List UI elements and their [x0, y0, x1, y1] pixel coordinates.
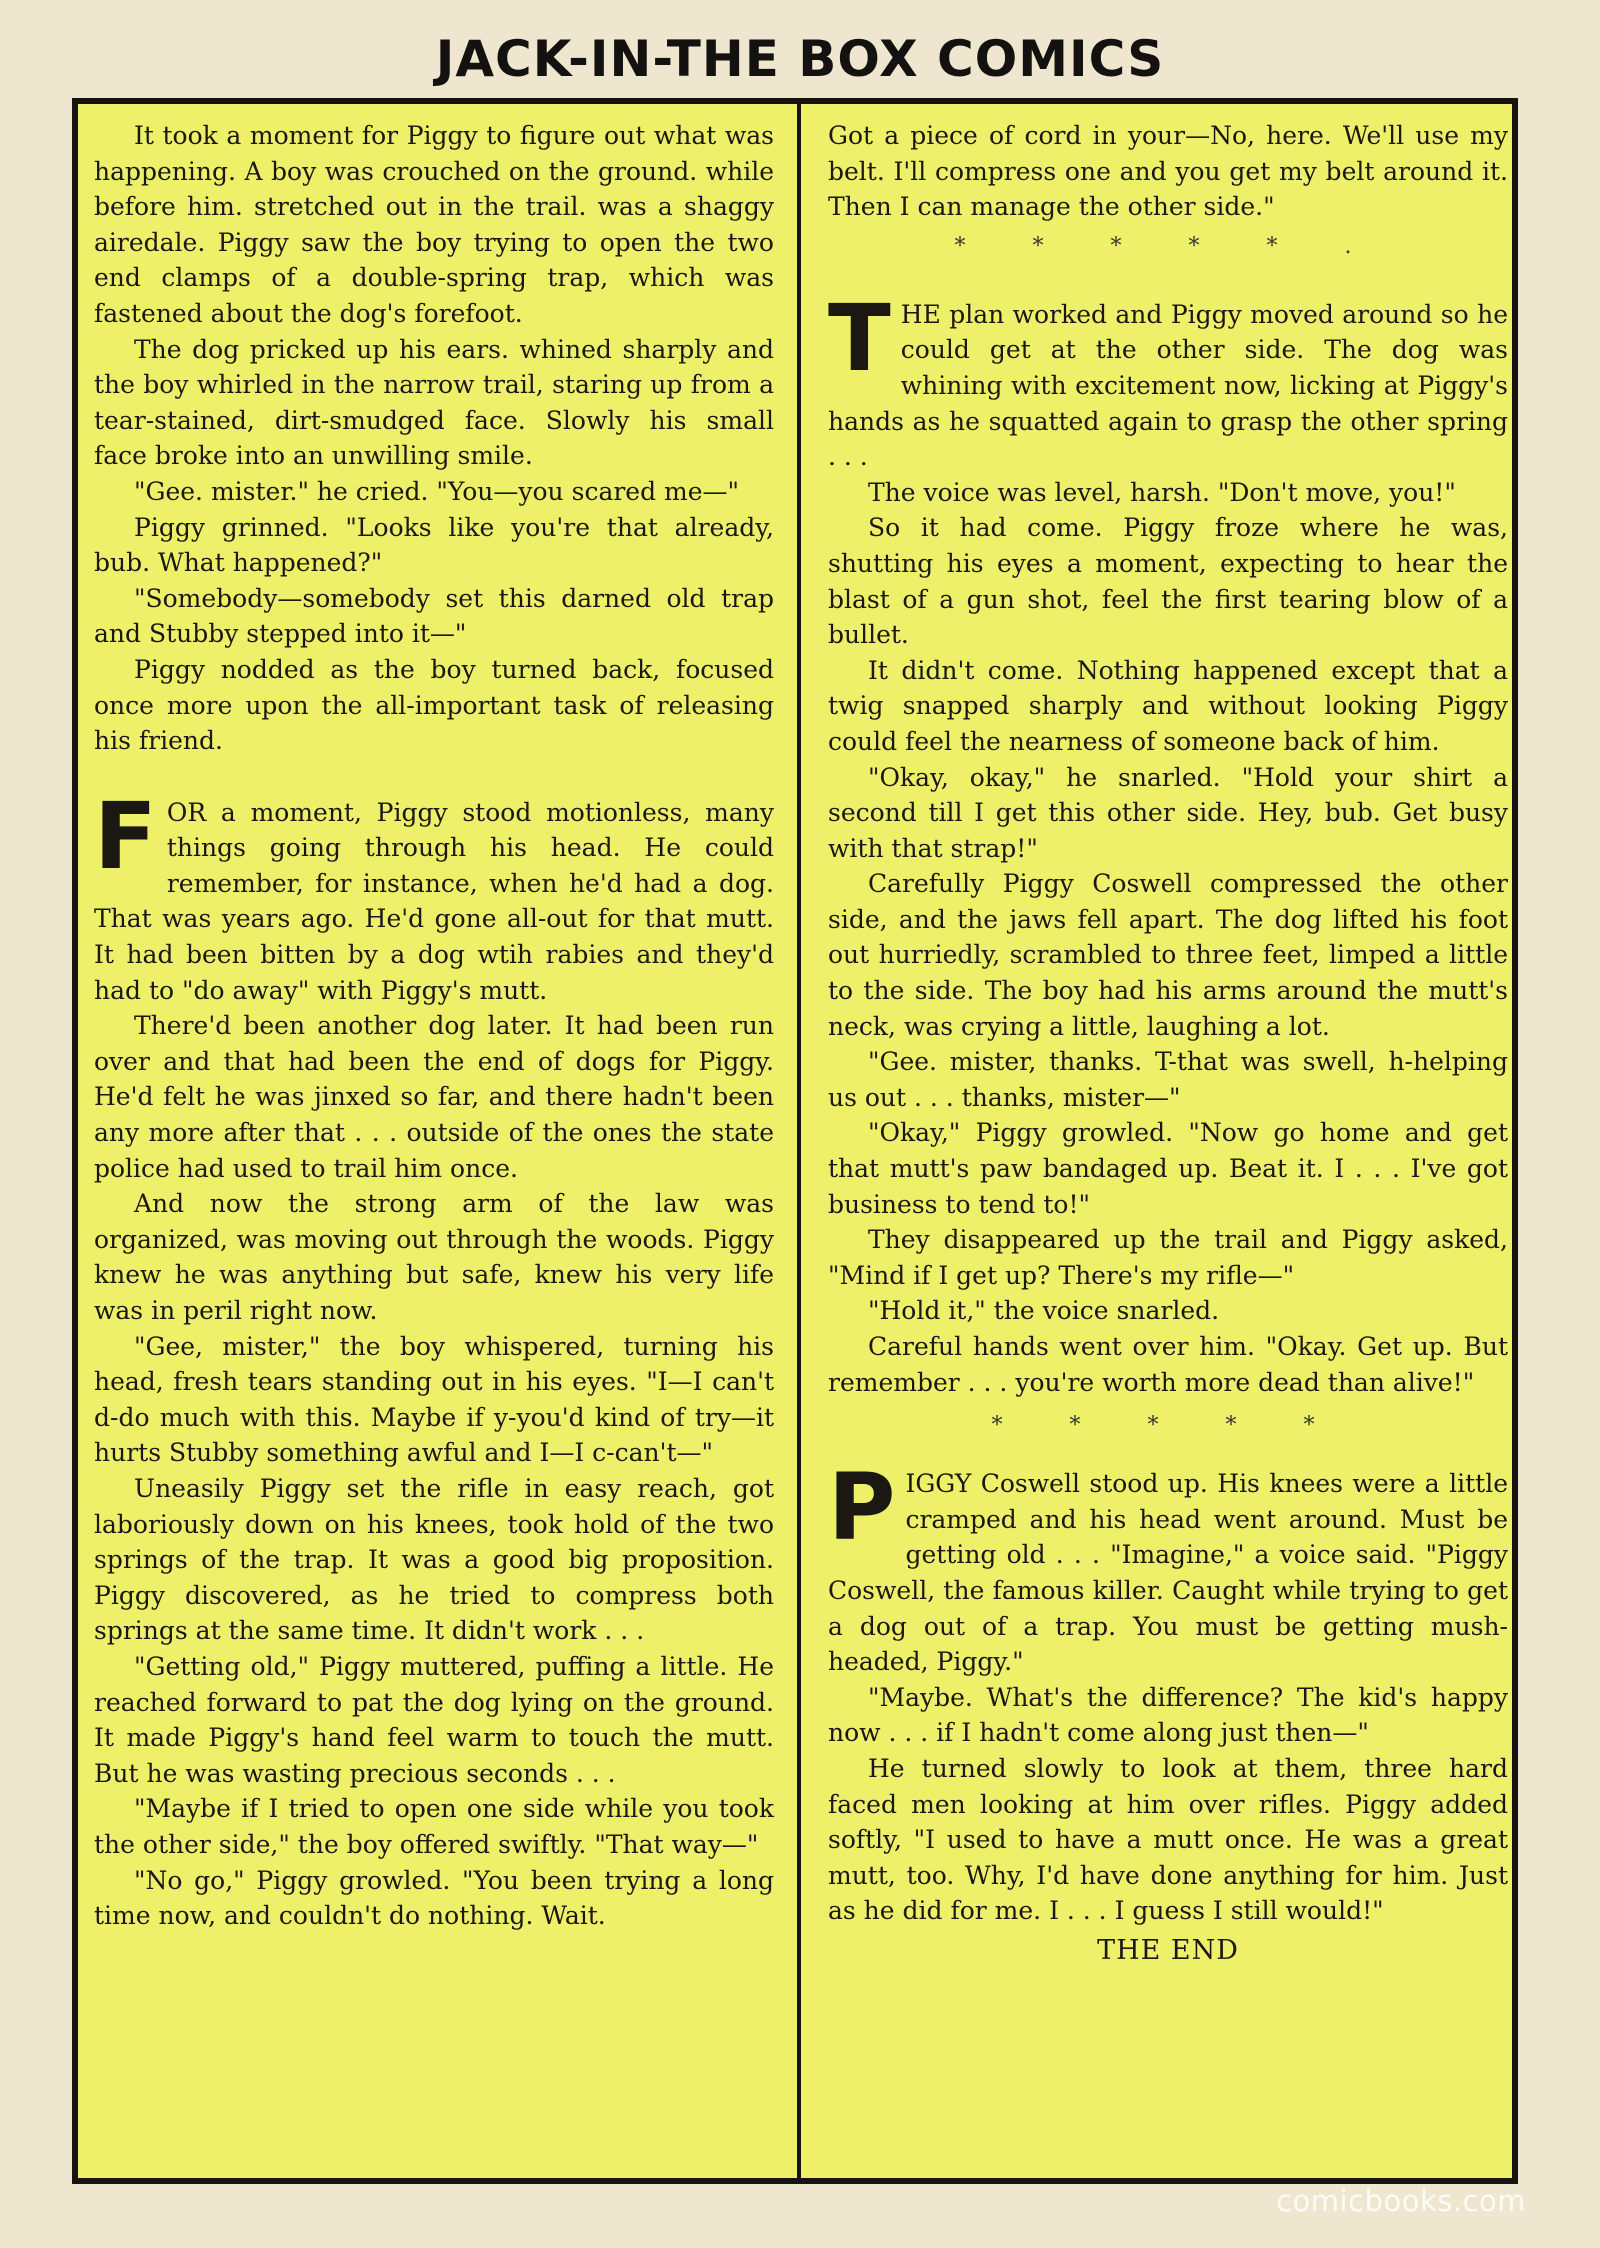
- paragraph: Careful hands went over him. "Okay. Get up. But remember . . . you're worth more dead than alive!": [828, 1332, 1508, 1397]
- paragraph: "Maybe. What's the difference? The kid's happy now . . . if I hadn't come along just then—": [828, 1682, 1508, 1748]
- drop-cap: P: [828, 1454, 896, 1562]
- right-column: [828, 118, 1508, 1966]
- the-end: THE END: [1097, 1934, 1239, 1966]
- paragraph: "Gee, mister," the boy whispered, turning his head, fresh tears standing out in his eyes. "I—I can't d-do much with this. Maybe if y-you'd kind of try—it hurts Stubby something awful and I—I c-can't—": [94, 1331, 774, 1468]
- paragraph: "Getting old," Piggy muttered, puffing a little. He reached forward to pat the dog lying on the ground. It made Piggy's hand feel warm to touch the mutt. But he was wasting precious seconds . . .: [94, 1651, 774, 1788]
- paragraph: There'd been another dog later. It had been run over and that had been the end of dogs for Piggy. He'd felt he was jinxed so far, and there hadn't been any more after that . . . outside of the ones the state police had used to trail him once.: [94, 1011, 774, 1183]
- paragraph: The voice was level, harsh. "Don't move, you!": [868, 477, 1456, 507]
- section-break: * * * * * .: [954, 233, 1382, 259]
- column-divider: [797, 104, 801, 2178]
- paragraph: And now the strong arm of the law was organized, was moving out through the woods. Piggy knew he was anything but safe, knew his very life was in peril right now.: [94, 1189, 774, 1325]
- paragraph: "Gee. mister, thanks. T-that was swell, h-helping us out . . . thanks, mister—": [828, 1047, 1508, 1112]
- section-break: * * * * *: [991, 1413, 1345, 1439]
- drop-cap-paragraph: [94, 782, 774, 1009]
- drop-cap: T: [828, 284, 891, 392]
- story-panel: [72, 98, 1518, 2184]
- paragraph: "Hold it," the voice snarled.: [868, 1296, 1220, 1326]
- page-title: JACK-IN-THE BOX COMICS: [435, 30, 1165, 88]
- paragraph: "Gee. mister." he cried. "You—you scared me—": [134, 476, 740, 506]
- paragraph: Carefully Piggy Coswell compressed the other side, and the jaws fell apart. The dog lifted his foot out hurriedly, scrambled to three feet, limped a little to the side. The boy had his arms around the mutt's neck, was crying a little, laughing a lot.: [828, 869, 1508, 1041]
- paragraph: "Okay," Piggy growled. "Now go home and get that mutt's paw bandaged up. Beat it. I . . . I've got business to tend to!": [828, 1118, 1508, 1219]
- paragraph: Got a piece of cord in your—No, here. We'll use my belt. I'll compress one and you get my belt around it. Then I can manage the other side.": [828, 121, 1508, 222]
- paragraph: "No go," Piggy growled. "You been trying a long time now, and couldn't do nothing. Wait.: [94, 1865, 774, 1931]
- drop-cap-paragraph: [828, 284, 1508, 475]
- paragraph: "Maybe if I tried to open one side while you took the other side," the boy offered swiftly. "That way—": [94, 1794, 774, 1859]
- paragraph: So it had come. Piggy froze where he was, shutting his eyes a moment, expecting to hear the blast of a gun shot, feel the first tearing blow of a bullet.: [828, 513, 1508, 650]
- drop-cap: F: [94, 782, 157, 890]
- paragraph: Piggy grinned. "Looks like you're that already, bub. What happened?": [94, 512, 774, 578]
- paragraph: Piggy nodded as the boy turned back, focused once more upon the all-important task of releasing his friend.: [94, 654, 774, 756]
- paragraph: It took a moment for Piggy to figure out what was happening. A boy was crouched on the ground. while before him. stretched out in the trail. was a shaggy airedale. Piggy saw the boy trying to open the two end clamps of a double-spring trap, which was fastened about the dog's forefoot.: [94, 121, 774, 328]
- paragraph: The dog pricked up his ears. whined sharply and the boy whirled in the narrow trail, staring up from a tear-stained, dirt-smudged face. Slowly his small face broke into an unwilling smile.: [94, 334, 774, 471]
- left-column: [94, 118, 774, 1934]
- paragraph: "Somebody—somebody set this darned old trap and Stubby stepped into it—": [94, 583, 774, 649]
- paragraph-text: HE plan worked and Piggy moved around so he could get at the other side. The dog was whining with excitement now, licking at Piggy's hands as he squatted again to grasp the other spring . . .: [828, 299, 1508, 472]
- paragraph: Uneasily Piggy set the rifle in easy reach, got laboriously down on his knees, took hold of the two springs of the trap. It was a good big proposition. Piggy discovered, as he tried to compress both springs at the same time. It didn't work . . .: [94, 1473, 774, 1646]
- paragraph: "Okay, okay," he snarled. "Hold your shirt a second till I get this other side. Hey, bub. Get busy with that strap!": [828, 762, 1508, 863]
- paragraph: They disappeared up the trail and Piggy asked, "Mind if I get up? There's my rifle—": [828, 1225, 1508, 1290]
- drop-cap-paragraph: [828, 1454, 1508, 1680]
- paragraph: It didn't come. Nothing happened except that a twig snapped sharply and without looking Piggy could feel the nearness of someone back of him.: [828, 655, 1508, 756]
- watermark: comicbooks.com: [1276, 2184, 1526, 2218]
- paragraph-text: IGGY Coswell stood up. His knees were a little cramped and his head went around. Must be getting old . . . "Imagine," a voice said. "Piggy Coswell, the famous killer. Caught while trying to get a dog out of a trap. You must be getting mush-headed, Piggy.": [828, 1469, 1508, 1677]
- paragraph-text: OR a moment, Piggy stood motionless, many things going through his head. He could remember, for instance, when he'd had a dog. That was years ago. He'd gone all-out for that mutt. It had been bitten by a dog wtih rabies and they'd had to "do away" with Piggy's mutt.: [94, 797, 774, 1005]
- paragraph: He turned slowly to look at them, three hard faced men looking at him over rifles. Piggy added softly, "I used to have a mutt once. He was a great mutt, too. Why, I'd have done anything for him. Just as he did for me. I . . . I guess I still would!": [828, 1753, 1508, 1926]
